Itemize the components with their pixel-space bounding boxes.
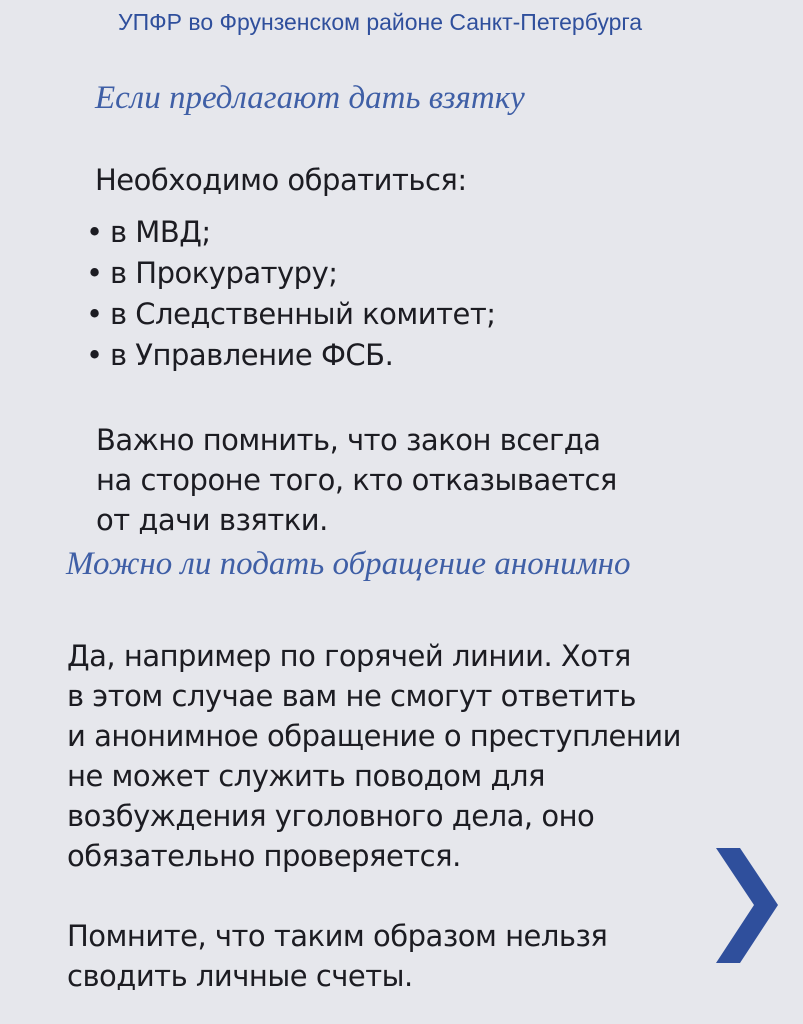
reminder-text [67,916,607,996]
section-heading-anonymous: Можно ли подать обращение анонимно [66,546,631,582]
law-note-line: от дачи взятки. [96,503,328,537]
bullet-icon: • [86,215,103,249]
bullet-icon: • [86,338,103,372]
list-item [86,212,496,253]
organization-title: УПФР во Фрунзенском районе Санкт-Петербурга [118,9,643,35]
list-item-label: в Управление ФСБ. [110,338,394,372]
chevron-shape [716,848,778,963]
law-note [96,420,617,540]
bullet-icon: • [86,256,103,290]
law-note-line: на стороне того, кто отказывается [96,463,617,497]
list-item-label: в Прокуратуру; [110,256,338,290]
answer-line: не может служить поводом для [67,759,545,793]
reminder-line: сводить личные счеты. [67,959,413,993]
list-item [86,294,496,335]
answer-line: обязательно проверяется. [67,839,461,873]
list-item-label: в Следственный комитет; [110,297,496,331]
authority-list [86,212,496,376]
list-item-label: в МВД; [110,215,211,249]
chevron-right-icon[interactable] [716,848,778,963]
bullet-icon: • [86,297,103,331]
anonymous-answer [67,636,681,876]
law-note-line: Важно помнить, что закон всегда [96,423,601,457]
answer-line: возбуждения уголовного дела, оно [67,799,595,833]
answer-line: в этом случае вам не смогут ответить [67,679,636,713]
list-item [86,335,496,376]
answer-line: Да, например по горячей линии. Хотя [67,639,631,673]
section-heading-bribe: Если предлагают дать взятку [95,80,525,116]
contact-intro: Необходимо обратиться: [95,163,467,197]
reminder-line: Помните, что таким образом нельзя [67,919,608,953]
answer-line: и анонимное обращение о преступлении [67,719,681,753]
list-item [86,253,496,294]
